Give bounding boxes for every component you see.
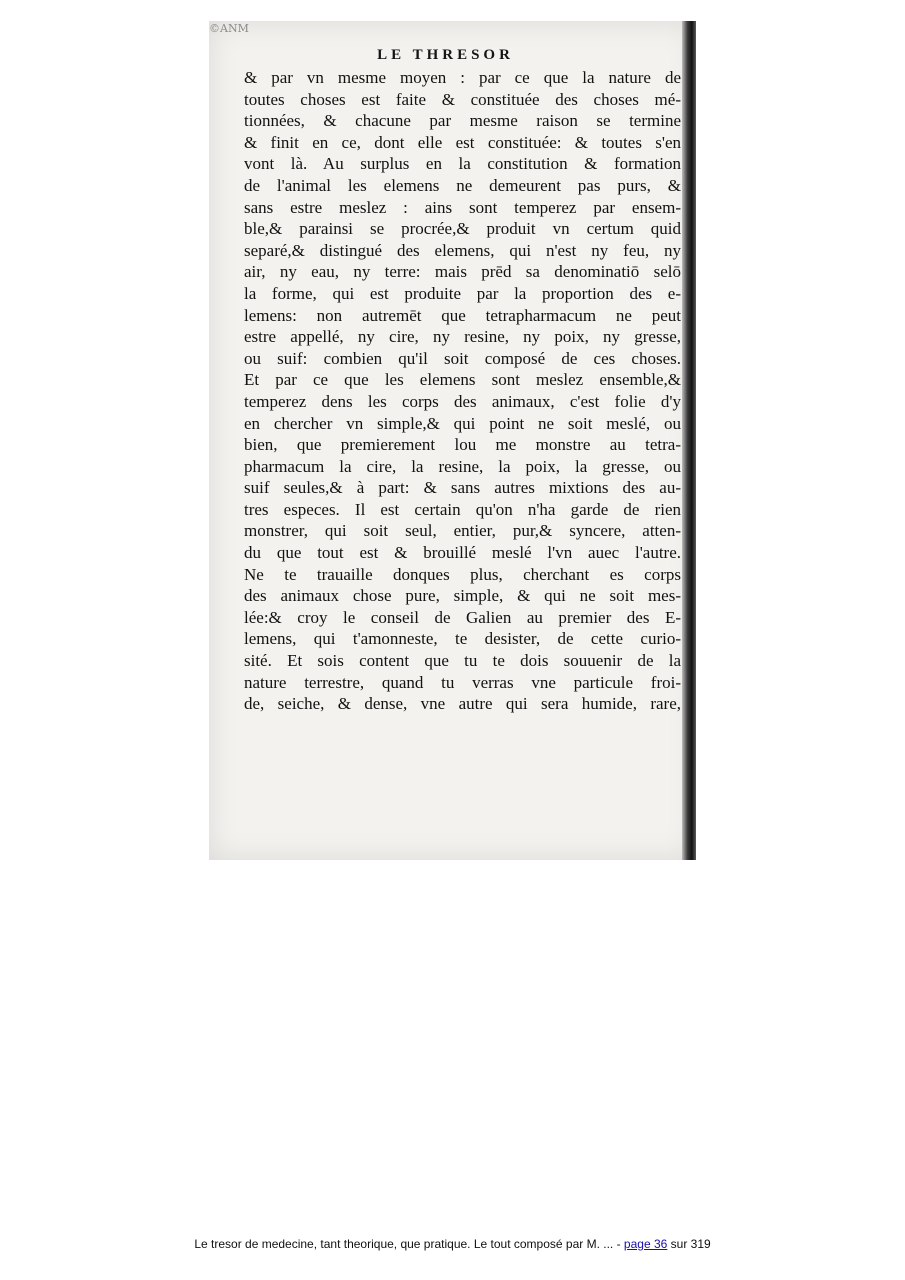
- text-line: separé,& distingué des elemens, qui n'est ny feu, ny: [244, 240, 681, 260]
- text-line: Et par ce que les elemens sont meslez ensemble,&: [244, 370, 681, 390]
- text-line: des animaux chose pure, simple, & qui ne soit mes-: [244, 586, 681, 606]
- footer-total: sur 319: [667, 1237, 711, 1251]
- text-line: lemens, qui t'amonneste, te desister, de cette curio-: [244, 629, 681, 649]
- text-block: [244, 67, 681, 715]
- text-line: temperez dens les corps des animaux, c'est folie d'y: [244, 391, 681, 411]
- page-link[interactable]: page 36: [623, 1237, 668, 1251]
- text-line: du que tout est & brouillé meslé l'vn auec l'autre.: [244, 543, 681, 563]
- text-line: tres especes. Il est certain qu'on n'ha garde de rien: [244, 499, 681, 519]
- text-line: bien, que premierement lou me monstre au tetra-: [244, 435, 681, 455]
- watermark: ©ANM: [209, 22, 249, 35]
- text-line: & par vn mesme moyen : par ce que la nature de: [244, 68, 681, 87]
- text-line: ble,& parainsi se procrée,& produit vn certum quid: [244, 219, 681, 239]
- text-line: lée:& croy le conseil de Galien au premier des E-: [244, 607, 681, 627]
- footer-title: Le tresor de medecine, tant theorique, que pratique. Le tout composé par M. ... -: [194, 1237, 624, 1251]
- text-line: la forme, qui est produite par la proportion des e-: [244, 283, 681, 303]
- text-line: en chercher vn simple,& qui point ne soit meslé, ou: [244, 413, 681, 433]
- text-line: pharmacum la cire, la resine, la poix, la gresse, ou: [244, 456, 681, 476]
- text-line: estre appellé, ny cire, ny resine, ny poix, ny gresse,: [244, 327, 681, 347]
- text-line: monstrer, qui soit seul, entier, pur,& syncere, atten-: [244, 521, 681, 541]
- text-line: Ne te trauaille donques plus, cherchant es corps: [244, 564, 681, 584]
- text-line: de, seiche, & dense, vne autre qui sera humide, rare,: [244, 694, 681, 714]
- page-scan: [209, 21, 696, 860]
- text-line: toutes choses est faite & constituée des choses mé-: [244, 89, 681, 109]
- text-line: ou suif: combien qu'il soit composé de ces choses.: [244, 348, 681, 368]
- book-binding-edge: [682, 21, 696, 860]
- text-line: vont là. Au surplus en la constitution & formation: [244, 154, 681, 174]
- text-line: lemens: non autremēt que tetrapharmacum ne peut: [244, 305, 681, 325]
- text-line: suif seules,& à part: & sans autres mixtions des au-: [244, 478, 681, 498]
- text-line: sité. Et sois content que tu te dois souuenir de la: [244, 651, 681, 671]
- text-line: nature terrestre, quand tu verras vne particule froi-: [244, 672, 681, 692]
- footer: [0, 1237, 905, 1251]
- running-head: LE THRESOR: [377, 47, 514, 63]
- text-line: & finit en ce, dont elle est constituée: & toutes s'en: [244, 132, 681, 152]
- text-line: tionnées, & chacune par mesme raison se termine: [244, 111, 681, 131]
- text-line: sans estre meslez : ains sont temperez par ensem-: [244, 197, 681, 217]
- text-line: air, ny eau, ny terre: mais prēd sa denominatiō selō: [244, 262, 681, 282]
- text-line: de l'animal les elemens ne demeurent pas purs, &: [244, 175, 681, 195]
